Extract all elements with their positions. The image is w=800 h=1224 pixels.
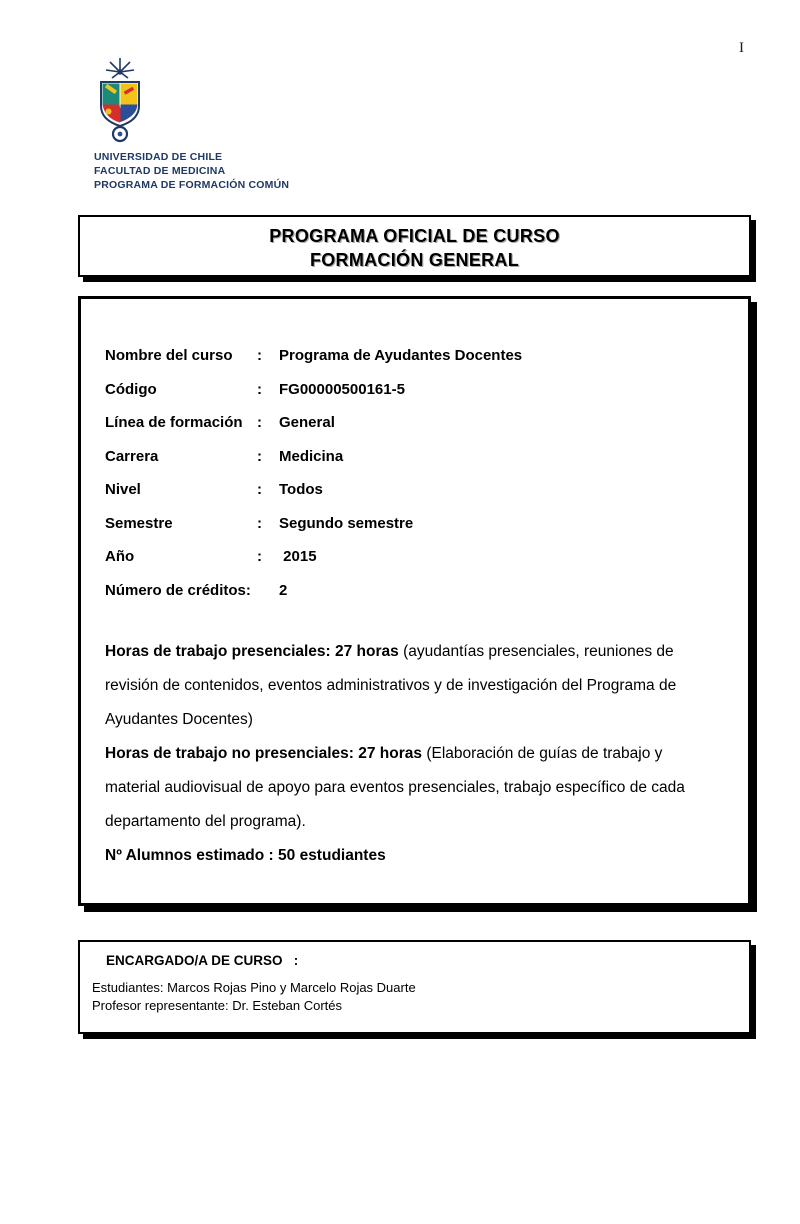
field-separator: : bbox=[257, 347, 262, 365]
title-line-1: PROGRAMA OFICIAL DE CURSO bbox=[269, 226, 560, 246]
field-value: FG00000500161-5 bbox=[279, 380, 405, 398]
field-value: General bbox=[279, 414, 335, 432]
course-field-row bbox=[105, 540, 718, 574]
course-field-row bbox=[105, 440, 718, 474]
students-estimate-paragraph bbox=[105, 839, 718, 873]
institution-line: PROGRAMA DE FORMACIÓN COMÚN bbox=[94, 179, 290, 191]
course-manager-box bbox=[78, 940, 751, 1034]
course-field-row bbox=[105, 406, 718, 440]
field-separator: : bbox=[257, 414, 262, 432]
paragraph-bold: Horas de trabajo presenciales: 27 horas bbox=[105, 643, 399, 660]
course-field-row bbox=[105, 339, 718, 373]
field-label: Línea de formación bbox=[105, 414, 243, 432]
spacer bbox=[105, 607, 718, 635]
field-label: Nivel bbox=[105, 481, 141, 499]
hours-nonpresential-paragraph bbox=[105, 737, 718, 839]
field-separator: : bbox=[257, 548, 262, 566]
paragraph-regular: (Elaboración de guías de trabajo y material audiovisual de apoyo para eventos presenciales, trabajo específico de cada departamento del programa). bbox=[105, 745, 685, 830]
field-label: Semestre bbox=[105, 514, 173, 532]
course-details-box bbox=[78, 296, 751, 906]
field-label: Nombre del curso bbox=[105, 347, 233, 365]
institution-line: UNIVERSIDAD DE CHILE bbox=[94, 151, 223, 163]
field-label: Código bbox=[105, 380, 157, 398]
crest-shield bbox=[101, 82, 139, 126]
manager-line: Profesor representante: Dr. Esteban Cortés bbox=[92, 998, 343, 1013]
title-box bbox=[78, 215, 751, 277]
page-number: I bbox=[739, 40, 744, 56]
manager-line: Estudiantes: Marcos Rojas Pino y Marcelo Rojas Duarte bbox=[92, 980, 416, 995]
field-label: Número de créditos: bbox=[105, 581, 251, 599]
university-crest-icon bbox=[94, 58, 146, 146]
paragraph-regular: (ayudantías presenciales, reuniones de revisión de contenidos, eventos administrativos y de investigación del Programa de Ayudantes Docentes) bbox=[105, 643, 677, 728]
paragraph-bold: Nº Alumnos estimado : 50 estudiantes bbox=[105, 847, 386, 864]
field-label: Carrera bbox=[105, 447, 159, 465]
field-value: Segundo semestre bbox=[279, 514, 414, 532]
institution-line: FACULTAD DE MEDICINA bbox=[94, 165, 226, 177]
field-separator: : bbox=[257, 447, 262, 465]
field-value: 2015 bbox=[279, 548, 317, 566]
field-value: Programa de Ayudantes Docentes bbox=[279, 347, 523, 365]
hours-presential-paragraph bbox=[105, 635, 718, 737]
institution-header bbox=[94, 150, 289, 192]
crest-rays bbox=[106, 58, 134, 78]
paragraph-bold: Horas de trabajo no presenciales: 27 horas bbox=[105, 745, 423, 762]
course-field-row bbox=[105, 574, 718, 608]
manager-heading: ENCARGADO/A DE CURSO : bbox=[106, 953, 299, 968]
field-separator: : bbox=[257, 380, 262, 398]
field-separator: : bbox=[257, 481, 262, 499]
field-separator: : bbox=[257, 514, 262, 532]
title-line-2: FORMACIÓN GENERAL bbox=[309, 250, 520, 270]
field-value: Medicina bbox=[279, 447, 344, 465]
course-field-row bbox=[105, 507, 718, 541]
field-value: 2 bbox=[279, 581, 288, 599]
field-value: Todos bbox=[279, 481, 323, 499]
field-label: Año bbox=[105, 548, 135, 566]
course-field-row bbox=[105, 473, 718, 507]
course-field-row bbox=[105, 373, 718, 407]
